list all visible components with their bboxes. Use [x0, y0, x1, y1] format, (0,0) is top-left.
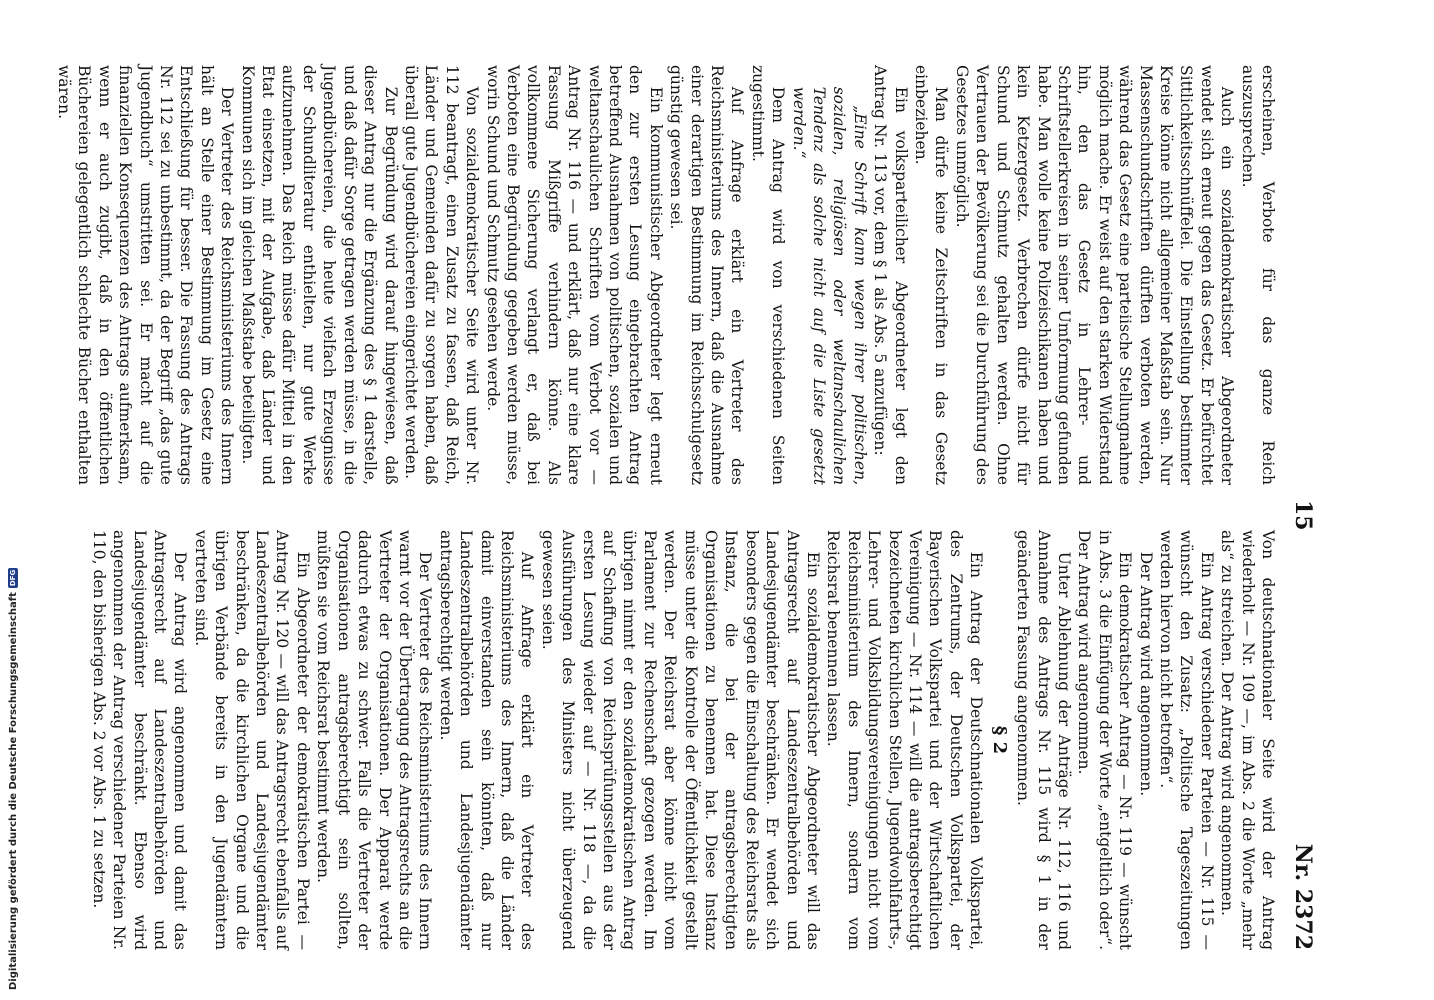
quotation: „Eine Schrift kann wegen ihrer politischen, sozialen, religiösen oder weltanschaulichen Tendenz als solche nicht auf die Liste gesetzt werden.“	[789, 86, 869, 485]
paragraph: Der Antrag wird angenommen.	[1136, 551, 1155, 797]
paragraph: Von sozialdemokratischer Seite wird unter Nr. 112 beantragt, einen Zusatz zu fassen, daß Reich, Länder und Gemeinden dafür zu sorgen haben, daß überall gute Jugendbüchereien eingerichtet werden.	[401, 65, 482, 485]
document-number: Nr. 2372	[1290, 843, 1316, 950]
paragraph: Auch ein sozialdemokratischer Abgeordneter wendet sich erneut gegen das Gesetz. Er befürchtet Sittlichkeitsschnüffelei. Die Einstellung bestimmter Kreise könne nicht allgemeiner Maßstab sein. Nur Massenschundschriften dürften verboten werden, während das Gesetz eine parteiische Stellungnahme möglich mache. Er weist auf den starken Widerstand hin, den das Gesetz in Lehrer- und Schriftstellerkreisen in seiner Umformung gefunden habe. Man wolle keine Polizeischikanen haben und kein Ketzergesetz. Verbrechen dürfe nicht für Schund und Schmutz gehalten werden. Ohne Vertrauen der Bevölkerung sei die Durchführung des Gesetzes unmöglich.	[952, 65, 1237, 485]
right-column	[54, 65, 1278, 485]
rotated-document-page	[55, 60, 1320, 960]
paragraph: Zur Begründung wird darauf hingewiesen, daß dieser Antrag nur die Ergänzung des § 1 darstelle, und daß dafür Sorge getragen werden müsse, in die Jugendbüchereien, die heute vielfach Erzeugnisse der Schundliteratur enthielten, nur gute Werke aufzunehmen. Das Reich müsse dafür Mittel in den Etat einsetzen, mit der Aufgabe, daß Länder und Kommunen sich im gleichen Maßstabe beteiligten.	[238, 65, 400, 485]
paragraph: Auf Anfrage erklärt ein Vertreter des Reichsministeriums des Innern, daß die Länder damit einverstanden sein könnten, daß nur Landeszentralbehörden und Landesjugendämter antragsberechtigt werden.	[436, 530, 537, 950]
paragraph: Unter Ablehnung der Anträge Nr. 112, 116 und Annahme des Antrags Nr. 115 wird § 1 in der geänderten Fassung angenommen.	[1014, 530, 1073, 950]
paragraph: Der Antrag wird angenommen und damit das Antragsrecht auf Landeszentralbehörden und Landesjugendämter beschränkt. Ebenso wird angenommen der Antrag verschiedener Parteien Nr. 110, den bisherigen Abs. 2 vor Abs. 1 zu setzen.	[89, 530, 190, 950]
section-heading: § 2	[988, 725, 1010, 755]
page-number: 15	[1290, 500, 1316, 531]
dfg-logo-icon: DFG	[9, 569, 17, 587]
paragraph: Man dürfe keine Zeitschriften in das Gesetz einbeziehen.	[912, 65, 951, 485]
paragraph: Ein volksparteilicher Abgeordneter legt den Antrag Nr. 113 vor, dem § 1 als Abs. 5 anzufügen:	[871, 65, 910, 485]
paragraph: Ein Abgeordneter der demokratischen Partei — Antrag Nr. 120 — will das Antragsrecht ebenfalls auf Landeszentralbehörden und Landesjugendämter beschränken, da die kirchlichen Organe und die übrigen Verbände bereits in den Jugendämtern vertreten sind.	[191, 530, 312, 950]
paragraph: Der Vertreter des Reichsministeriums des Innern warnt vor der Übertragung des Antragsrechts an die Vertreter der Organisationen. Der Apparat werde dadurch etwas zu schwer. Falls die Vertreter der Organisationen antragsberechtigt sein sollten, müßten sie vom Reichsrat bestimmt werden.	[314, 530, 435, 950]
paragraph: Ein Antrag verschiedener Parteien — Nr. 115 — wünscht den Zusatz: „Politische Tageszeitungen werden hiervon nicht betroffen“.	[1156, 530, 1216, 950]
paragraph: Ein demokratischer Antrag — Nr. 119 — wünscht in Abs. 3 die Einfügung der Worte „entgeltlich oder“. Der Antrag wird angenommen.	[1075, 530, 1135, 950]
paragraph: Von deutschnationaler Seite wird der Antrag wiederholt — Nr. 109 —, im Abs. 2 die Worte „mehr als“ zu streichen. Der Antrag wird angenommen.	[1218, 530, 1277, 950]
paragraph: Ein kommunistischer Abgeordneter legt erneut den zur ersten Lesung eingebrachten Antrag betreffend Ausnahmen von politischen, sozialen und weltanschaulichen Schriften vom Verbot vor — Antrag Nr. 116 — und erklärt, daß nur eine klare Fassung Mißgriffe verhindern könne. Als vollkommene Sicherung verlangt er, daß bei Verboten eine Begründung gegeben werden müsse, worin Schund und Schmutz gesehen werde.	[483, 65, 665, 485]
left-column	[88, 530, 1278, 950]
paragraph: Dem Antrag wird von verschiedenen Seiten zugestimmt.	[748, 65, 788, 485]
page-header	[1280, 60, 1320, 960]
paragraph: Ein Antrag der Deutschnationalen Volkspartei, des Zentrums, der Deutschen Volkspartei, der Bayerischen Volkspartei und der Wirtschaftlichen Vereinigung — Nr. 114 — will die antragsberechtigt bezeichneten kirchlichen Stellen, Jugendwohlfahrts-, Lehrer- und Volksbildungsvereinigungen nicht vom Reichsministerium des Innern, sondern vom Reichsrat benennen lassen.	[824, 530, 986, 950]
paragraph: Der Vertreter des Reichsministeriums des Innern hält an Stelle einer Bestimmung im Gesetz eine Entschließung für besser. Die Fassung des Antrags Nr. 112 sei zu unbestimmt, da der Begriff „das gute Jugendbuch“ umstritten sei. Er macht auf die finanziellen Konsequenzen des Antrags aufmerksam, wenn er auch zugibt, daß in den öffentlichen Büchereien gelegentlich schlechte Bücher enthalten wären.	[55, 65, 237, 485]
paragraph: erscheinen, Verbote für das ganze Reich auszusprechen.	[1238, 65, 1277, 485]
digitization-footer	[6, 569, 20, 990]
paragraph: Ein sozialdemokratischer Abgeordneter will das Antragsrecht auf Landeszentralbehörden und Landesjugendämter beschränken. Er wendet sich besonders gegen die Einschaltung des Reichsrats als Instanz, die bei der antragsberechtigten Organisationen zu benennen hat. Diese Instanz müsse unter die Kontrolle der Öffentlichkeit gestellt werden. Der Reichsrat aber könne nicht vom Parlament zur Rechenschaft gezogen werden. Im übrigen nimmt er den sozialdemokratischen Antrag auf Schaffung von Reichsprüfungsstellen aus der ersten Lesung wieder auf — Nr. 118 —, da die Ausführungen des Ministers nicht überzeugend gewesen seien.	[538, 530, 823, 950]
paragraph: Auf Anfrage erklärt ein Vertreter des Reichsministeriums des Innern, daß die Ausnahme einer derartigen Bestimmung im Reichsschulgesetz günstig gewesen sei.	[667, 65, 747, 485]
funding-note: Digitalisierung gefördert durch die Deutsche Forschungsgemeinschaft	[7, 592, 19, 990]
